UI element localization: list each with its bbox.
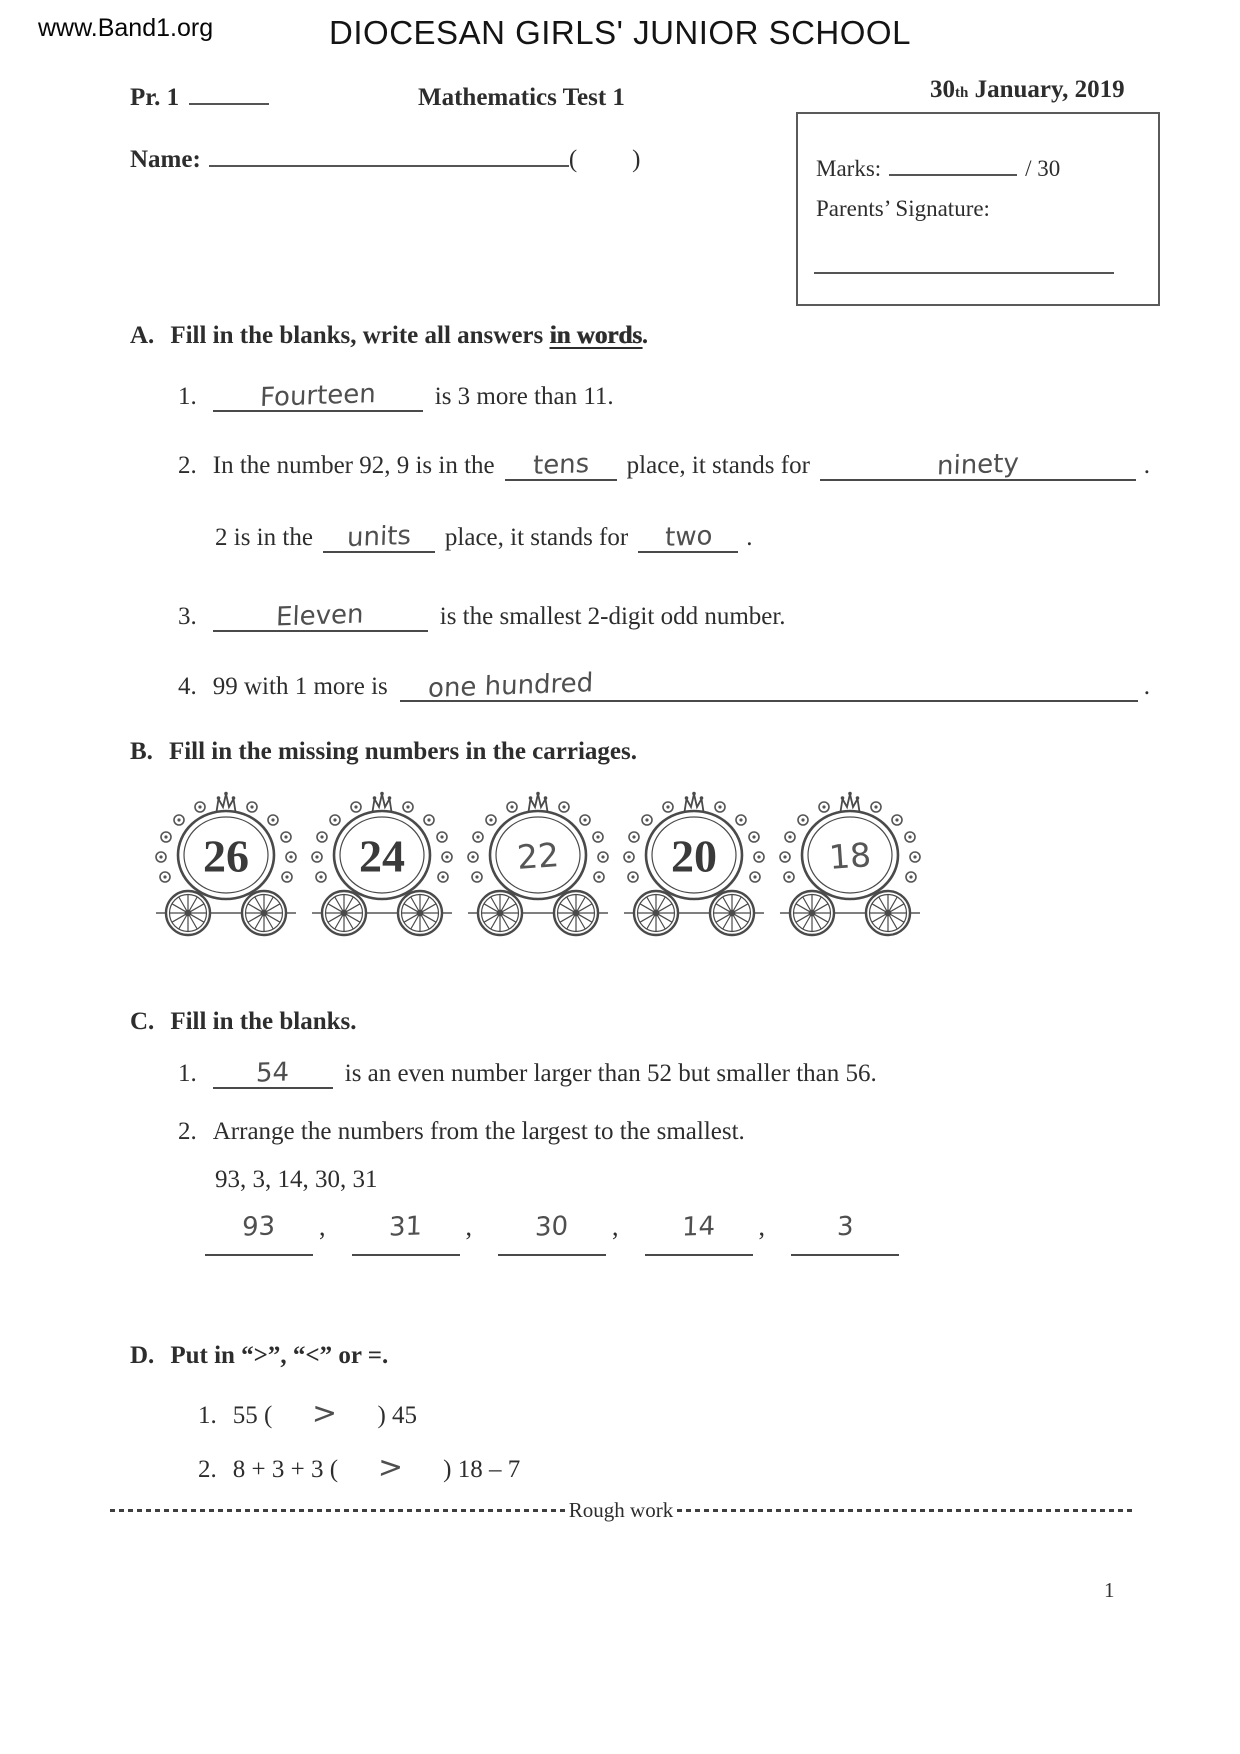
a1-answer-blank <box>213 378 423 414</box>
c2-answer-slot: 30 , <box>498 1212 645 1256</box>
section-a-header: A. Fill in the blanks, write all answers in words . <box>130 322 649 349</box>
carriage-number-printed: 26 <box>203 830 249 882</box>
a2-tens-blank <box>505 448 617 482</box>
c2-answer-slot <box>791 1211 899 1256</box>
a4-answer-blank <box>400 668 1138 704</box>
question-a3: 3. Eleven is the smallest 2-digit odd number. <box>178 599 786 633</box>
c2-answer-slot: 14 , <box>645 1212 792 1256</box>
carriage-number-handwritten: 22 <box>515 835 561 877</box>
name-row <box>130 146 640 174</box>
question-a4: 4. 99 with 1 more is one hundred . <box>178 668 1150 704</box>
carriage-illustration <box>148 788 304 940</box>
carriage-sequence <box>148 788 928 940</box>
question-d1: 1. 55 ( > ) 45 <box>198 1395 418 1432</box>
carriage-illustration <box>460 788 616 940</box>
test-date: 30 th January, 2019 <box>930 76 1125 103</box>
marks-blank-line <box>889 174 1017 176</box>
a2-two-answer: two <box>664 521 713 553</box>
carriage-illustration <box>616 788 772 940</box>
c2-answer-blank: 14 <box>645 1214 753 1256</box>
d1-handwritten-sign: > <box>311 1395 339 1432</box>
watermark-url: www.Band1.org <box>38 14 214 42</box>
name-paren-close: ) <box>632 146 641 173</box>
page-number: 1 <box>1104 1578 1115 1602</box>
carriage-number-printed: 24 <box>359 830 405 882</box>
class-label: Pr. 1 <box>130 84 180 111</box>
c1-handwritten-answer: 54 <box>255 1057 290 1089</box>
question-d2: 2. 8 + 3 + 3 ( > ) 18 – 7 <box>198 1449 521 1486</box>
question-a2-line1: 2. In the number 92, 9 is in the tens place, it stands for ninety . <box>178 448 1150 482</box>
question-a2-line2: 2 is in the units place, it stands for two . <box>215 520 753 554</box>
carriage-illustration <box>304 788 460 940</box>
section-d-header: D. Put in “>”, “<” or =. <box>130 1342 389 1369</box>
name-paren-open: ( <box>568 146 578 173</box>
a2-ninety-blank <box>820 448 1136 482</box>
c2-answer-blank: 3 <box>791 1214 899 1256</box>
rough-work-divider <box>110 1498 1132 1523</box>
marks-row <box>816 156 1060 182</box>
carriage-number-printed: 20 <box>671 830 717 882</box>
section-b-header: B. Fill in the missing numbers in the carriages. <box>130 738 637 765</box>
a1-handwritten-answer: Fourteen <box>259 378 377 414</box>
name-blank-line <box>209 165 569 167</box>
a4-handwritten-answer: one hundred <box>427 668 594 704</box>
question-a1: 1. Fourteen is 3 more than 11. <box>178 378 614 414</box>
c2-answer-slot: 31 , <box>352 1212 499 1256</box>
c2-answer-blank: 31 <box>352 1214 460 1256</box>
a2-ninety-answer: ninety <box>936 448 1020 482</box>
marks-label: Marks: <box>816 156 882 181</box>
question-c2: 2. Arrange the numbers from the largest to the smallest. <box>178 1118 745 1145</box>
carriage-number-handwritten: 18 <box>827 835 873 877</box>
signature-label: Parents’ Signature: <box>816 196 990 221</box>
section-c-header: C. Fill in the blanks. <box>130 1008 357 1035</box>
question-c1: 1. 54 is an even number larger than 52 but smaller than 56. <box>178 1057 877 1089</box>
a3-handwritten-answer: Eleven <box>276 599 365 633</box>
divider-dashes-left <box>110 1509 565 1512</box>
signature-blank-line <box>814 272 1114 274</box>
a2-two-blank <box>638 521 738 553</box>
c2-answer-row <box>205 1212 899 1256</box>
class-blank-line <box>189 103 269 105</box>
in-words-underlined: in words <box>549 322 642 349</box>
a2-units-answer: units <box>346 520 412 554</box>
name-label: Name: <box>130 146 201 173</box>
c2-answer-blank: 30 <box>498 1214 606 1256</box>
a2-tens-answer: tens <box>532 448 590 482</box>
school-title: DIOCESAN GIRLS' JUNIOR SCHOOL <box>329 14 911 51</box>
a2-units-blank <box>323 520 435 554</box>
c2-given-numbers: 93, 3, 14, 30, 31 <box>215 1166 378 1193</box>
marks-box <box>796 112 1160 306</box>
rough-work-label: Rough work <box>568 1498 674 1522</box>
c2-answer-blank: 93 <box>205 1214 313 1256</box>
c2-answer-slot: 93 , <box>205 1212 352 1256</box>
c1-answer-blank <box>213 1057 333 1089</box>
class-row <box>130 84 269 112</box>
d2-handwritten-sign: > <box>377 1449 404 1486</box>
marks-total: / 30 <box>1025 156 1061 181</box>
divider-dashes-right <box>677 1509 1132 1512</box>
test-title: Mathematics Test 1 <box>418 84 625 111</box>
carriage-illustration <box>772 788 928 940</box>
a3-answer-blank <box>213 599 428 633</box>
